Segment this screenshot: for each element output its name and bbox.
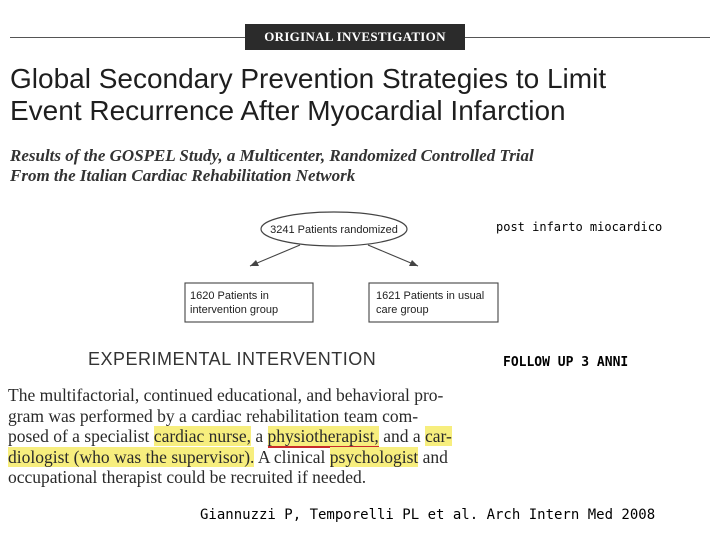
paragraph-line-3 xyxy=(8,426,473,447)
arrow-to-intervention xyxy=(250,245,300,266)
section-tag: ORIGINAL INVESTIGATION xyxy=(245,24,465,50)
title-line-2: Event Recurrence After Myocardial Infarction xyxy=(10,95,566,126)
line3-text-c: and a xyxy=(378,426,425,446)
intervention-line-1: 1620 Patients in xyxy=(190,290,269,302)
highlight-psychologist: psychologist xyxy=(329,446,419,467)
experimental-paragraph xyxy=(8,385,473,488)
line4-text-a: A clinical xyxy=(254,446,330,467)
intervention-box xyxy=(185,283,313,322)
experimental-heading: EXPERIMENTAL INTERVENTION xyxy=(88,349,377,369)
line3-text-a: posed of a specialist xyxy=(8,426,154,446)
paragraph-line-2: gram was performed by a cardiac rehabilitation team com- xyxy=(8,405,419,426)
subtitle-line-2: From the Italian Cardiac Rehabilitation Network xyxy=(10,166,356,185)
title-line-1: Global Secondary Prevention Strategies to Limit xyxy=(10,63,607,94)
highlight-cardiologist: diologist (who was the supervisor). xyxy=(8,446,255,467)
randomized-label: 3241 Patients randomized xyxy=(270,224,398,236)
usual-care-box xyxy=(369,283,498,322)
paragraph-line-5: occupational therapist could be recruited if needed. xyxy=(8,467,367,487)
highlight-cardiac-nurse: cardiac nurse, xyxy=(153,426,251,446)
usual-care-line-1: 1621 Patients in usual xyxy=(376,290,485,302)
paragraph-line-4 xyxy=(8,447,473,468)
line4-text-b: and xyxy=(418,446,448,467)
usual-care-line-2: care group xyxy=(376,304,429,316)
follow-up-note: FOLLOW UP 3 ANNI xyxy=(503,355,629,370)
highlight-physiotherapist: physiotherapist, xyxy=(267,426,379,446)
highlight-cardiologist-start: car- xyxy=(424,426,452,446)
post-infarction-note: post infarto miocardico xyxy=(496,220,663,234)
line3-text-b: a xyxy=(250,426,268,446)
arrow-to-usual-care xyxy=(368,245,418,266)
subtitle-line-1: Results of the GOSPEL Study, a Multicenter, Randomized Controlled Trial xyxy=(10,146,534,165)
intervention-line-2: intervention group xyxy=(190,304,279,316)
paragraph-line-1: The multifactorial, continued educational, and behavioral pro- xyxy=(8,385,444,405)
citation: Giannuzzi P, Temporelli PL et al. Arch Intern Med 2008 xyxy=(200,507,656,523)
